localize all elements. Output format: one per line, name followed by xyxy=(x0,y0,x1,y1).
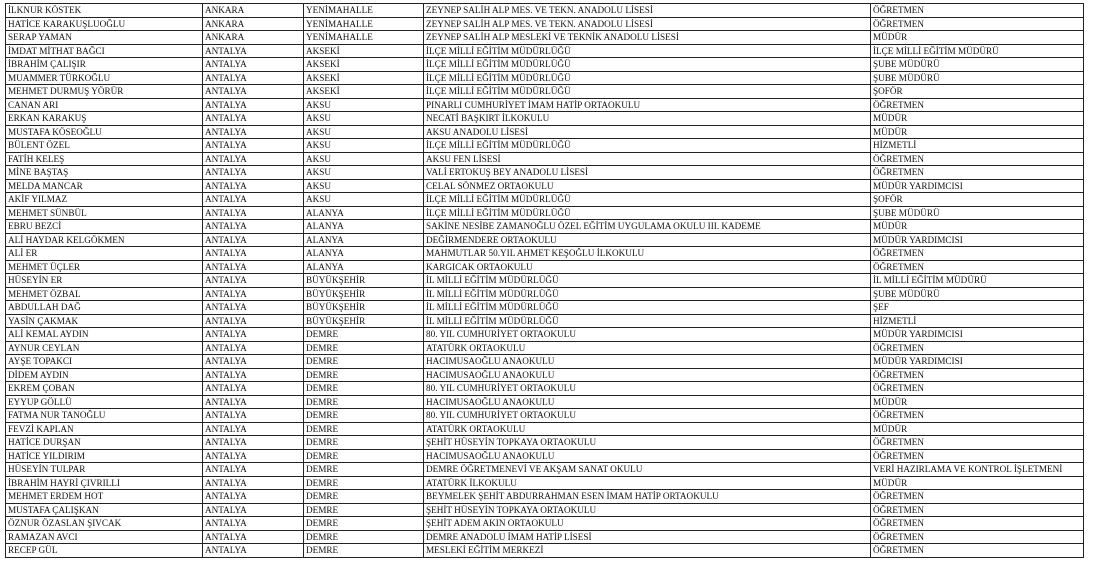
name-cell: ALİ ER xyxy=(6,247,203,261)
institution-cell: İL MİLLİ EĞİTİM MÜDÜRLÜĞÜ xyxy=(424,314,871,328)
table-row xyxy=(6,4,1084,18)
district-cell: DEMRE xyxy=(304,382,424,396)
city-cell: ANTALYA xyxy=(203,328,304,342)
position-cell: ÖĞRETMEN xyxy=(871,152,1084,166)
city-cell: ANTALYA xyxy=(203,125,304,139)
city-cell: ANTALYA xyxy=(203,314,304,328)
table-row xyxy=(6,328,1084,342)
city-cell: ANTALYA xyxy=(203,517,304,531)
position-cell: ÖĞRETMEN xyxy=(871,166,1084,180)
city-cell: ANTALYA xyxy=(203,179,304,193)
name-cell: HATİCE KARAKUŞLUOĞLU xyxy=(6,17,203,31)
table-row xyxy=(6,409,1084,423)
name-cell: FEVZİ KAPLAN xyxy=(6,422,203,436)
name-cell: ALİ HAYDAR KELGÖKMEN xyxy=(6,233,203,247)
district-cell: DEMRE xyxy=(304,436,424,450)
staff-table xyxy=(5,3,1084,558)
district-cell: AKSU xyxy=(304,179,424,193)
name-cell: EYYUP GÖLLÜ xyxy=(6,395,203,409)
position-cell: ÖĞRETMEN xyxy=(871,517,1084,531)
city-cell: ANTALYA xyxy=(203,287,304,301)
position-cell: MÜDÜR xyxy=(871,476,1084,490)
institution-cell: BEYMELEK ŞEHİT ABDURRAHMAN ESEN İMAM HATİP ORTAOKULU xyxy=(424,490,871,504)
city-cell: ANTALYA xyxy=(203,422,304,436)
institution-cell: NECATİ BAŞKIRT İLKOKULU xyxy=(424,112,871,126)
position-cell: MÜDÜR xyxy=(871,395,1084,409)
position-cell: ŞUBE MÜDÜRÜ xyxy=(871,71,1084,85)
name-cell: ABDULLAH DAĞ xyxy=(6,301,203,315)
table-row xyxy=(6,382,1084,396)
name-cell: YASİN ÇAKMAK xyxy=(6,314,203,328)
table-row xyxy=(6,152,1084,166)
position-cell: ŞUBE MÜDÜRÜ xyxy=(871,58,1084,72)
name-cell: HÜSEYİN TULPAR xyxy=(6,463,203,477)
name-cell: HATİCE YILDIRIM xyxy=(6,449,203,463)
name-cell: ALİ KEMAL AYDIN xyxy=(6,328,203,342)
position-cell: MÜDÜR xyxy=(871,220,1084,234)
table-row xyxy=(6,17,1084,31)
district-cell: BÜYÜKŞEHİR xyxy=(304,301,424,315)
table-row xyxy=(6,517,1084,531)
table-row xyxy=(6,58,1084,72)
institution-cell: AKSU FEN LİSESİ xyxy=(424,152,871,166)
table-row xyxy=(6,503,1084,517)
position-cell: ŞEF xyxy=(871,301,1084,315)
position-cell: ŞOFÖR xyxy=(871,193,1084,207)
district-cell: DEMRE xyxy=(304,395,424,409)
name-cell: MİNE BAŞTAŞ xyxy=(6,166,203,180)
city-cell: ANTALYA xyxy=(203,449,304,463)
table-row xyxy=(6,301,1084,315)
position-cell: ÖĞRETMEN xyxy=(871,544,1084,558)
district-cell: ALANYA xyxy=(304,206,424,220)
city-cell: ANKARA xyxy=(203,4,304,18)
institution-cell: ZEYNEP SALİH ALP MES. VE TEKN. ANADOLU LİSESİ xyxy=(424,17,871,31)
position-cell: İLÇE MİLLİ EĞİTİM MÜDÜRÜ xyxy=(871,44,1084,58)
district-cell: AKSU xyxy=(304,125,424,139)
position-cell: MÜDÜR YARDIMCISI xyxy=(871,233,1084,247)
district-cell: AKSU xyxy=(304,139,424,153)
district-cell: AKSEKİ xyxy=(304,44,424,58)
name-cell: MEHMET ÖZBAL xyxy=(6,287,203,301)
district-cell: DEMRE xyxy=(304,355,424,369)
district-cell: AKSEKİ xyxy=(304,85,424,99)
position-cell: ÖĞRETMEN xyxy=(871,17,1084,31)
position-cell: HİZMETLİ xyxy=(871,314,1084,328)
name-cell: MUSTAFA KÖSEOĞLU xyxy=(6,125,203,139)
name-cell: MEHMET SÜNBÜL xyxy=(6,206,203,220)
district-cell: BÜYÜKŞEHİR xyxy=(304,314,424,328)
district-cell: AKSU xyxy=(304,112,424,126)
city-cell: ANTALYA xyxy=(203,436,304,450)
institution-cell: VALİ ERTOKUŞ BEY ANADOLU LİSESİ xyxy=(424,166,871,180)
district-cell: YENİMAHALLE xyxy=(304,31,424,45)
name-cell: MEHMET DURMUŞ YÖRÜR xyxy=(6,85,203,99)
name-cell: İBRAHİM HAYRİ ÇIVRILLI xyxy=(6,476,203,490)
name-cell: MEHMET ÜÇLER xyxy=(6,260,203,274)
institution-cell: İLÇE MİLLİ EĞİTİM MÜDÜRLÜĞÜ xyxy=(424,58,871,72)
institution-cell: MAHMUTLAR 50.YIL AHMET KEŞOĞLU İLKOKULU xyxy=(424,247,871,261)
city-cell: ANTALYA xyxy=(203,368,304,382)
district-cell: AKSU xyxy=(304,166,424,180)
table-row xyxy=(6,463,1084,477)
name-cell: MUSTAFA ÇALIŞKAN xyxy=(6,503,203,517)
city-cell: ANKARA xyxy=(203,31,304,45)
city-cell: ANTALYA xyxy=(203,260,304,274)
name-cell: İBRAHİM ÇALIŞIR xyxy=(6,58,203,72)
institution-cell: DEMRE ANADOLU İMAM HATİP LİSESİ xyxy=(424,530,871,544)
district-cell: DEMRE xyxy=(304,368,424,382)
district-cell: DEMRE xyxy=(304,544,424,558)
table-row xyxy=(6,125,1084,139)
institution-cell: SAKİNE NESİBE ZAMANOĞLU ÖZEL EĞİTİM UYGULAMA OKULU III. KADEME xyxy=(424,220,871,234)
name-cell: BÜLENT ÖZEL xyxy=(6,139,203,153)
district-cell: DEMRE xyxy=(304,341,424,355)
table-row xyxy=(6,355,1084,369)
district-cell: BÜYÜKŞEHİR xyxy=(304,287,424,301)
position-cell: ÖĞRETMEN xyxy=(871,4,1084,18)
position-cell: ÖĞRETMEN xyxy=(871,98,1084,112)
institution-cell: ŞEHİT ADEM AKIN ORTAOKULU xyxy=(424,517,871,531)
institution-cell: İLÇE MİLLİ EĞİTİM MÜDÜRLÜĞÜ xyxy=(424,44,871,58)
table-row xyxy=(6,368,1084,382)
city-cell: ANKARA xyxy=(203,17,304,31)
institution-cell: ATATÜRK ORTAOKULU xyxy=(424,422,871,436)
city-cell: ANTALYA xyxy=(203,233,304,247)
district-cell: BÜYÜKŞEHİR xyxy=(304,274,424,288)
table-row xyxy=(6,206,1084,220)
city-cell: ANTALYA xyxy=(203,544,304,558)
institution-cell: İLÇE MİLLİ EĞİTİM MÜDÜRLÜĞÜ xyxy=(424,85,871,99)
table-row xyxy=(6,139,1084,153)
name-cell: EBRU BEZCİ xyxy=(6,220,203,234)
city-cell: ANTALYA xyxy=(203,152,304,166)
institution-cell: KARGICAK ORTAOKULU xyxy=(424,260,871,274)
name-cell: HÜSEYİN ER xyxy=(6,274,203,288)
city-cell: ANTALYA xyxy=(203,490,304,504)
name-cell: CANAN ARI xyxy=(6,98,203,112)
name-cell: MELDA MANCAR xyxy=(6,179,203,193)
district-cell: DEMRE xyxy=(304,476,424,490)
institution-cell: 80. YIL CUMHURİYET ORTAOKULU xyxy=(424,409,871,423)
table-row xyxy=(6,71,1084,85)
name-cell: FATİH KELEŞ xyxy=(6,152,203,166)
position-cell: ÖĞRETMEN xyxy=(871,382,1084,396)
institution-cell: ZEYNEP SALİH ALP MES. VE TEKN. ANADOLU LİSESİ xyxy=(424,4,871,18)
institution-cell: HACIMUSAOĞLU ANAOKULU xyxy=(424,368,871,382)
position-cell: ÖĞRETMEN xyxy=(871,368,1084,382)
district-cell: AKSEKİ xyxy=(304,71,424,85)
position-cell: ÖĞRETMEN xyxy=(871,503,1084,517)
city-cell: ANTALYA xyxy=(203,382,304,396)
city-cell: ANTALYA xyxy=(203,220,304,234)
table-row xyxy=(6,166,1084,180)
city-cell: ANTALYA xyxy=(203,166,304,180)
institution-cell: İL MİLLİ EĞİTİM MÜDÜRLÜĞÜ xyxy=(424,274,871,288)
city-cell: ANTALYA xyxy=(203,355,304,369)
institution-cell: 80. YIL CUMHURİYET ORTAOKULU xyxy=(424,382,871,396)
institution-cell: DEMRE ÖĞRETMENEVİ VE AKŞAM SANAT OKULU xyxy=(424,463,871,477)
table-row xyxy=(6,31,1084,45)
table-row xyxy=(6,436,1084,450)
city-cell: ANTALYA xyxy=(203,341,304,355)
name-cell: AYNUR CEYLAN xyxy=(6,341,203,355)
district-cell: DEMRE xyxy=(304,409,424,423)
city-cell: ANTALYA xyxy=(203,139,304,153)
name-cell: FATMA NUR TANOĞLU xyxy=(6,409,203,423)
table-row xyxy=(6,395,1084,409)
city-cell: ANTALYA xyxy=(203,301,304,315)
institution-cell: CELAL SÖNMEZ ORTAOKULU xyxy=(424,179,871,193)
name-cell: AYŞE TOPAKCI xyxy=(6,355,203,369)
position-cell: ÖĞRETMEN xyxy=(871,260,1084,274)
institution-cell: HACIMUSAOĞLU ANAOKULU xyxy=(424,395,871,409)
name-cell: İMDAT MİTHAT BAĞCI xyxy=(6,44,203,58)
position-cell: ÖĞRETMEN xyxy=(871,341,1084,355)
city-cell: ANTALYA xyxy=(203,395,304,409)
table-row xyxy=(6,476,1084,490)
position-cell: ŞOFÖR xyxy=(871,85,1084,99)
position-cell: MÜDÜR YARDIMCISI xyxy=(871,179,1084,193)
city-cell: ANTALYA xyxy=(203,44,304,58)
name-cell: İLKNUR KÖSTEK xyxy=(6,4,203,18)
city-cell: ANTALYA xyxy=(203,85,304,99)
name-cell: SERAP YAMAN xyxy=(6,31,203,45)
position-cell: ÖĞRETMEN xyxy=(871,449,1084,463)
position-cell: ÖĞRETMEN xyxy=(871,490,1084,504)
city-cell: ANTALYA xyxy=(203,193,304,207)
position-cell: İL MİLLİ EĞİTİM MÜDÜRÜ xyxy=(871,274,1084,288)
position-cell: ÖĞRETMEN xyxy=(871,530,1084,544)
district-cell: ALANYA xyxy=(304,220,424,234)
institution-cell: ŞEHİT HÜSEYİN TOPKAYA ORTAOKULU xyxy=(424,503,871,517)
table-row xyxy=(6,179,1084,193)
district-cell: AKSU xyxy=(304,152,424,166)
district-cell: DEMRE xyxy=(304,422,424,436)
table-row xyxy=(6,112,1084,126)
city-cell: ANTALYA xyxy=(203,206,304,220)
district-cell: DEMRE xyxy=(304,530,424,544)
district-cell: YENİMAHALLE xyxy=(304,4,424,18)
name-cell: ERKAN KARAKUŞ xyxy=(6,112,203,126)
district-cell: DEMRE xyxy=(304,503,424,517)
institution-cell: ATATÜRK ORTAOKULU xyxy=(424,341,871,355)
table-row xyxy=(6,490,1084,504)
city-cell: ANTALYA xyxy=(203,503,304,517)
district-cell: ALANYA xyxy=(304,260,424,274)
position-cell: MÜDÜR xyxy=(871,125,1084,139)
table-row xyxy=(6,260,1084,274)
city-cell: ANTALYA xyxy=(203,98,304,112)
name-cell: RECEP GÜL xyxy=(6,544,203,558)
district-cell: DEMRE xyxy=(304,449,424,463)
institution-cell: İLÇE MİLLİ EĞİTİM MÜDÜRLÜĞÜ xyxy=(424,71,871,85)
table-row xyxy=(6,85,1084,99)
table-row xyxy=(6,287,1084,301)
position-cell: MÜDÜR xyxy=(871,422,1084,436)
district-cell: AKSU xyxy=(304,193,424,207)
city-cell: ANTALYA xyxy=(203,274,304,288)
district-cell: AKSU xyxy=(304,98,424,112)
city-cell: ANTALYA xyxy=(203,58,304,72)
table-row xyxy=(6,193,1084,207)
district-cell: DEMRE xyxy=(304,490,424,504)
name-cell: MUAMMER TÜRKOĞLU xyxy=(6,71,203,85)
name-cell: AKİF YILMAZ xyxy=(6,193,203,207)
table-row xyxy=(6,44,1084,58)
institution-cell: ATATÜRK İLKOKULU xyxy=(424,476,871,490)
district-cell: ALANYA xyxy=(304,233,424,247)
position-cell: ÖĞRETMEN xyxy=(871,436,1084,450)
table-row xyxy=(6,233,1084,247)
position-cell: MÜDÜR xyxy=(871,31,1084,45)
institution-cell: AKSU ANADOLU LİSESİ xyxy=(424,125,871,139)
table-row xyxy=(6,341,1084,355)
institution-cell: HACIMUSAOĞLU ANAOKULU xyxy=(424,355,871,369)
district-cell: DEMRE xyxy=(304,463,424,477)
district-cell: AKSEKİ xyxy=(304,58,424,72)
table-row xyxy=(6,422,1084,436)
institution-cell: İL MİLLİ EĞİTİM MÜDÜRLÜĞÜ xyxy=(424,287,871,301)
city-cell: ANTALYA xyxy=(203,409,304,423)
district-cell: YENİMAHALLE xyxy=(304,17,424,31)
position-cell: MÜDÜR xyxy=(871,112,1084,126)
institution-cell: ZEYNEP SALİH ALP MESLEKİ VE TEKNİK ANADOLU LİSESİ xyxy=(424,31,871,45)
name-cell: DİDEM AYDIN xyxy=(6,368,203,382)
city-cell: ANTALYA xyxy=(203,247,304,261)
name-cell: EKREM ÇOBAN xyxy=(6,382,203,396)
table-row xyxy=(6,314,1084,328)
city-cell: ANTALYA xyxy=(203,71,304,85)
table-body xyxy=(6,4,1084,558)
institution-cell: PINARLI CUMHURİYET İMAM HATİP ORTAOKULU xyxy=(424,98,871,112)
district-cell: DEMRE xyxy=(304,517,424,531)
position-cell: VERİ HAZIRLAMA VE KONTROL İŞLETMENİ xyxy=(871,463,1084,477)
table-row xyxy=(6,220,1084,234)
institution-cell: İLÇE MİLLİ EĞİTİM MÜDÜRLÜĞÜ xyxy=(424,206,871,220)
position-cell: HİZMETLİ xyxy=(871,139,1084,153)
institution-cell: İLÇE MİLLİ EĞİTİM MÜDÜRLÜĞÜ xyxy=(424,193,871,207)
institution-cell: MESLEKİ EĞİTİM MERKEZİ xyxy=(424,544,871,558)
city-cell: ANTALYA xyxy=(203,530,304,544)
institution-cell: 80. YIL CUMHURİYET ORTAOKULU xyxy=(424,328,871,342)
table-row xyxy=(6,449,1084,463)
institution-cell: İL MİLLİ EĞİTİM MÜDÜRLÜĞÜ xyxy=(424,301,871,315)
table-row xyxy=(6,247,1084,261)
city-cell: ANTALYA xyxy=(203,463,304,477)
institution-cell: ŞEHİT HÜSEYİN TOPKAYA ORTAOKULU xyxy=(424,436,871,450)
institution-cell: İLÇE MİLLİ EĞİTİM MÜDÜRLÜĞÜ xyxy=(424,139,871,153)
position-cell: ŞUBE MÜDÜRÜ xyxy=(871,287,1084,301)
table-row xyxy=(6,544,1084,558)
position-cell: ÖĞRETMEN xyxy=(871,409,1084,423)
position-cell: ÖĞRETMEN xyxy=(871,247,1084,261)
name-cell: ÖZNUR ÖZASLAN ŞIVCAK xyxy=(6,517,203,531)
city-cell: ANTALYA xyxy=(203,476,304,490)
position-cell: ŞUBE MÜDÜRÜ xyxy=(871,206,1084,220)
table-row xyxy=(6,530,1084,544)
position-cell: MÜDÜR YARDIMCISI xyxy=(871,328,1084,342)
district-cell: DEMRE xyxy=(304,328,424,342)
table-row xyxy=(6,274,1084,288)
name-cell: MEHMET ERDEM HOT xyxy=(6,490,203,504)
city-cell: ANTALYA xyxy=(203,112,304,126)
institution-cell: HACIMUSAOĞLU ANAOKULU xyxy=(424,449,871,463)
institution-cell: DEĞİRMENDERE ORTAOKULU xyxy=(424,233,871,247)
name-cell: HATİCE DURŞAN xyxy=(6,436,203,450)
district-cell: ALANYA xyxy=(304,247,424,261)
name-cell: RAMAZAN AVCI xyxy=(6,530,203,544)
position-cell: MÜDÜR YARDIMCISI xyxy=(871,355,1084,369)
table-row xyxy=(6,98,1084,112)
